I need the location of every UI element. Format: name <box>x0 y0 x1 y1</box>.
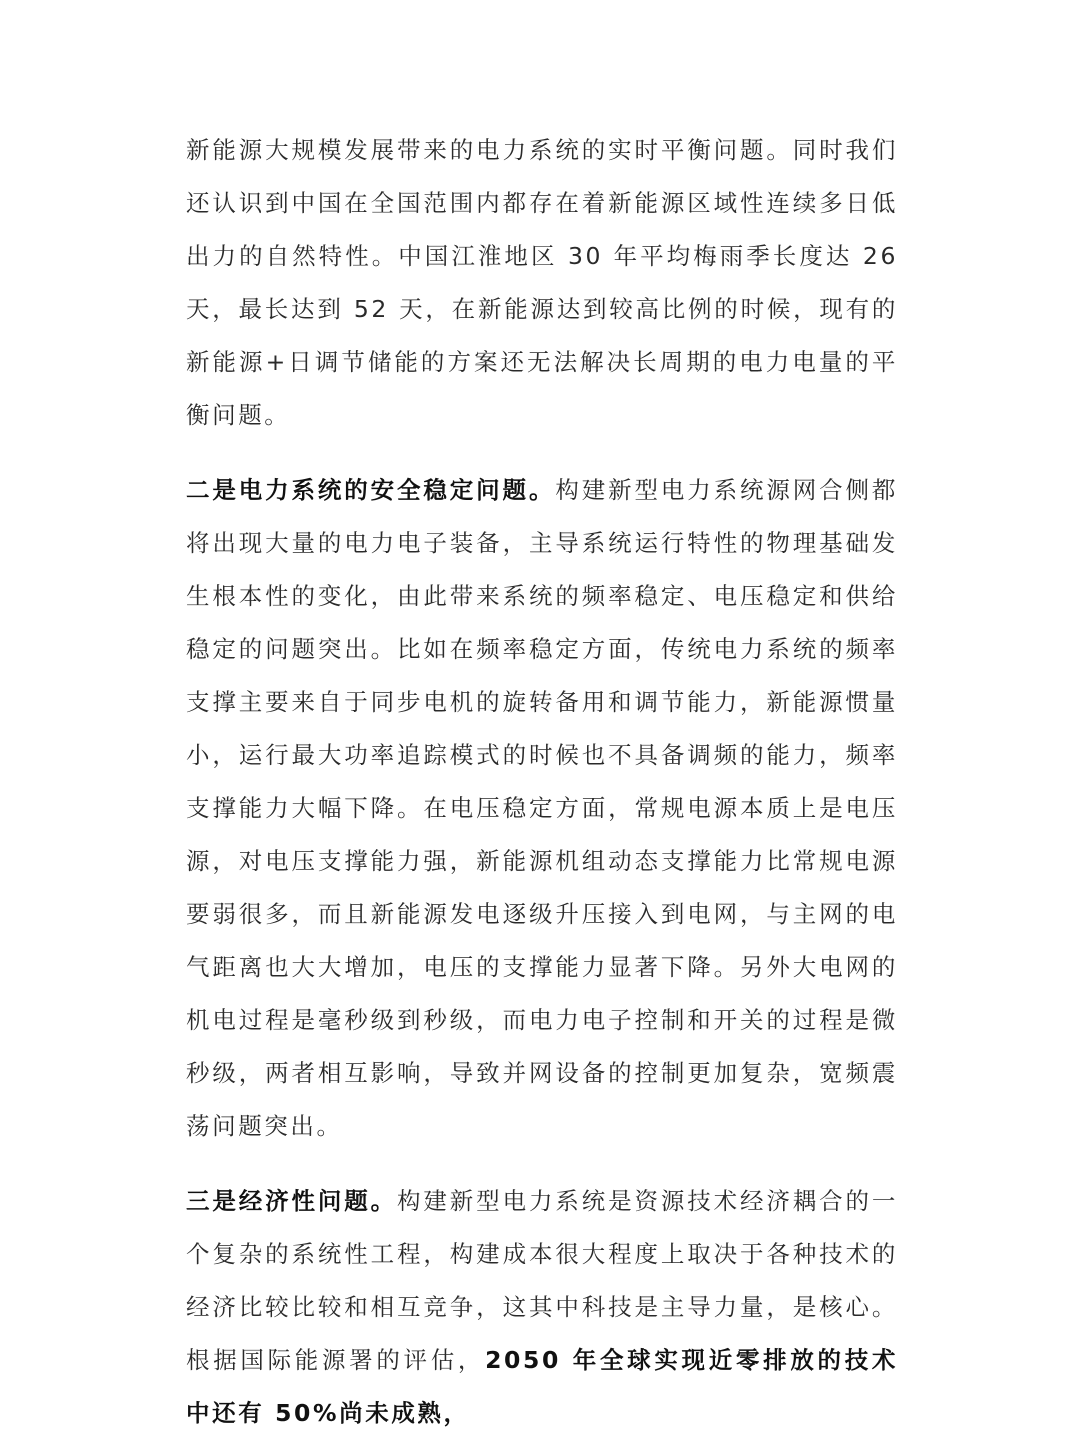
paragraph-heading: 二是电力系统的安全稳定问题。 <box>186 476 556 504</box>
paragraph-body: 构建新型电力系统是资源技术经济耦合的一个复杂的系统性工程，构建成本很大程度上取决于各种技术的经济比较比较和相互竞争，这其中科技是主导力量，是核心。根据国际能源署的评估， <box>186 1187 898 1374</box>
paragraph-emphasis: 2050 年全球实现近零排放的技术中还有 50%尚未成熟， <box>186 1346 898 1427</box>
paragraph-economics <box>186 1175 898 1440</box>
document-page <box>186 124 898 1440</box>
paragraph-heading: 三是经济性问题。 <box>186 1187 398 1215</box>
paragraph-realtime-balance <box>186 124 898 442</box>
paragraph-body: 新能源大规模发展带来的电力系统的实时平衡问题。同时我们还认识到中国在全国范围内都存在着新能源区域性连续多日低出力的自然特性。中国江淮地区 30 年平均梅雨季长度达 26 天，最长达到 52 天，在新能源达到较高比例的时候，现有的新能源+日调节储能的方案还无法解决长周期的电力电量的平衡问题。 <box>186 136 898 429</box>
paragraph-body: 构建新型电力系统源网合侧都将出现大量的电力电子装备，主导系统运行特性的物理基础发生根本性的变化，由此带来系统的频率稳定、电压稳定和供给稳定的问题突出。比如在频率稳定方面，传统电力系统的频率支撑主要来自于同步电机的旋转备用和调节能力，新能源惯量小，运行最大功率追踪模式的时候也不具备调频的能力，频率支撑能力大幅下降。在电压稳定方面，常规电源本质上是电压源，对电压支撑能力强，新能源机组动态支撑能力比常规电源要弱很多，而且新能源发电逐级升压接入到电网，与主网的电气距离也大大增加，电压的支撑能力显著下降。另外大电网的机电过程是毫秒级到秒级，而电力电子控制和开关的过程是微秒级，两者相互影响，导致并网设备的控制更加复杂，宽频震荡问题突出。 <box>186 476 898 1140</box>
paragraph-security-stability <box>186 464 898 1153</box>
